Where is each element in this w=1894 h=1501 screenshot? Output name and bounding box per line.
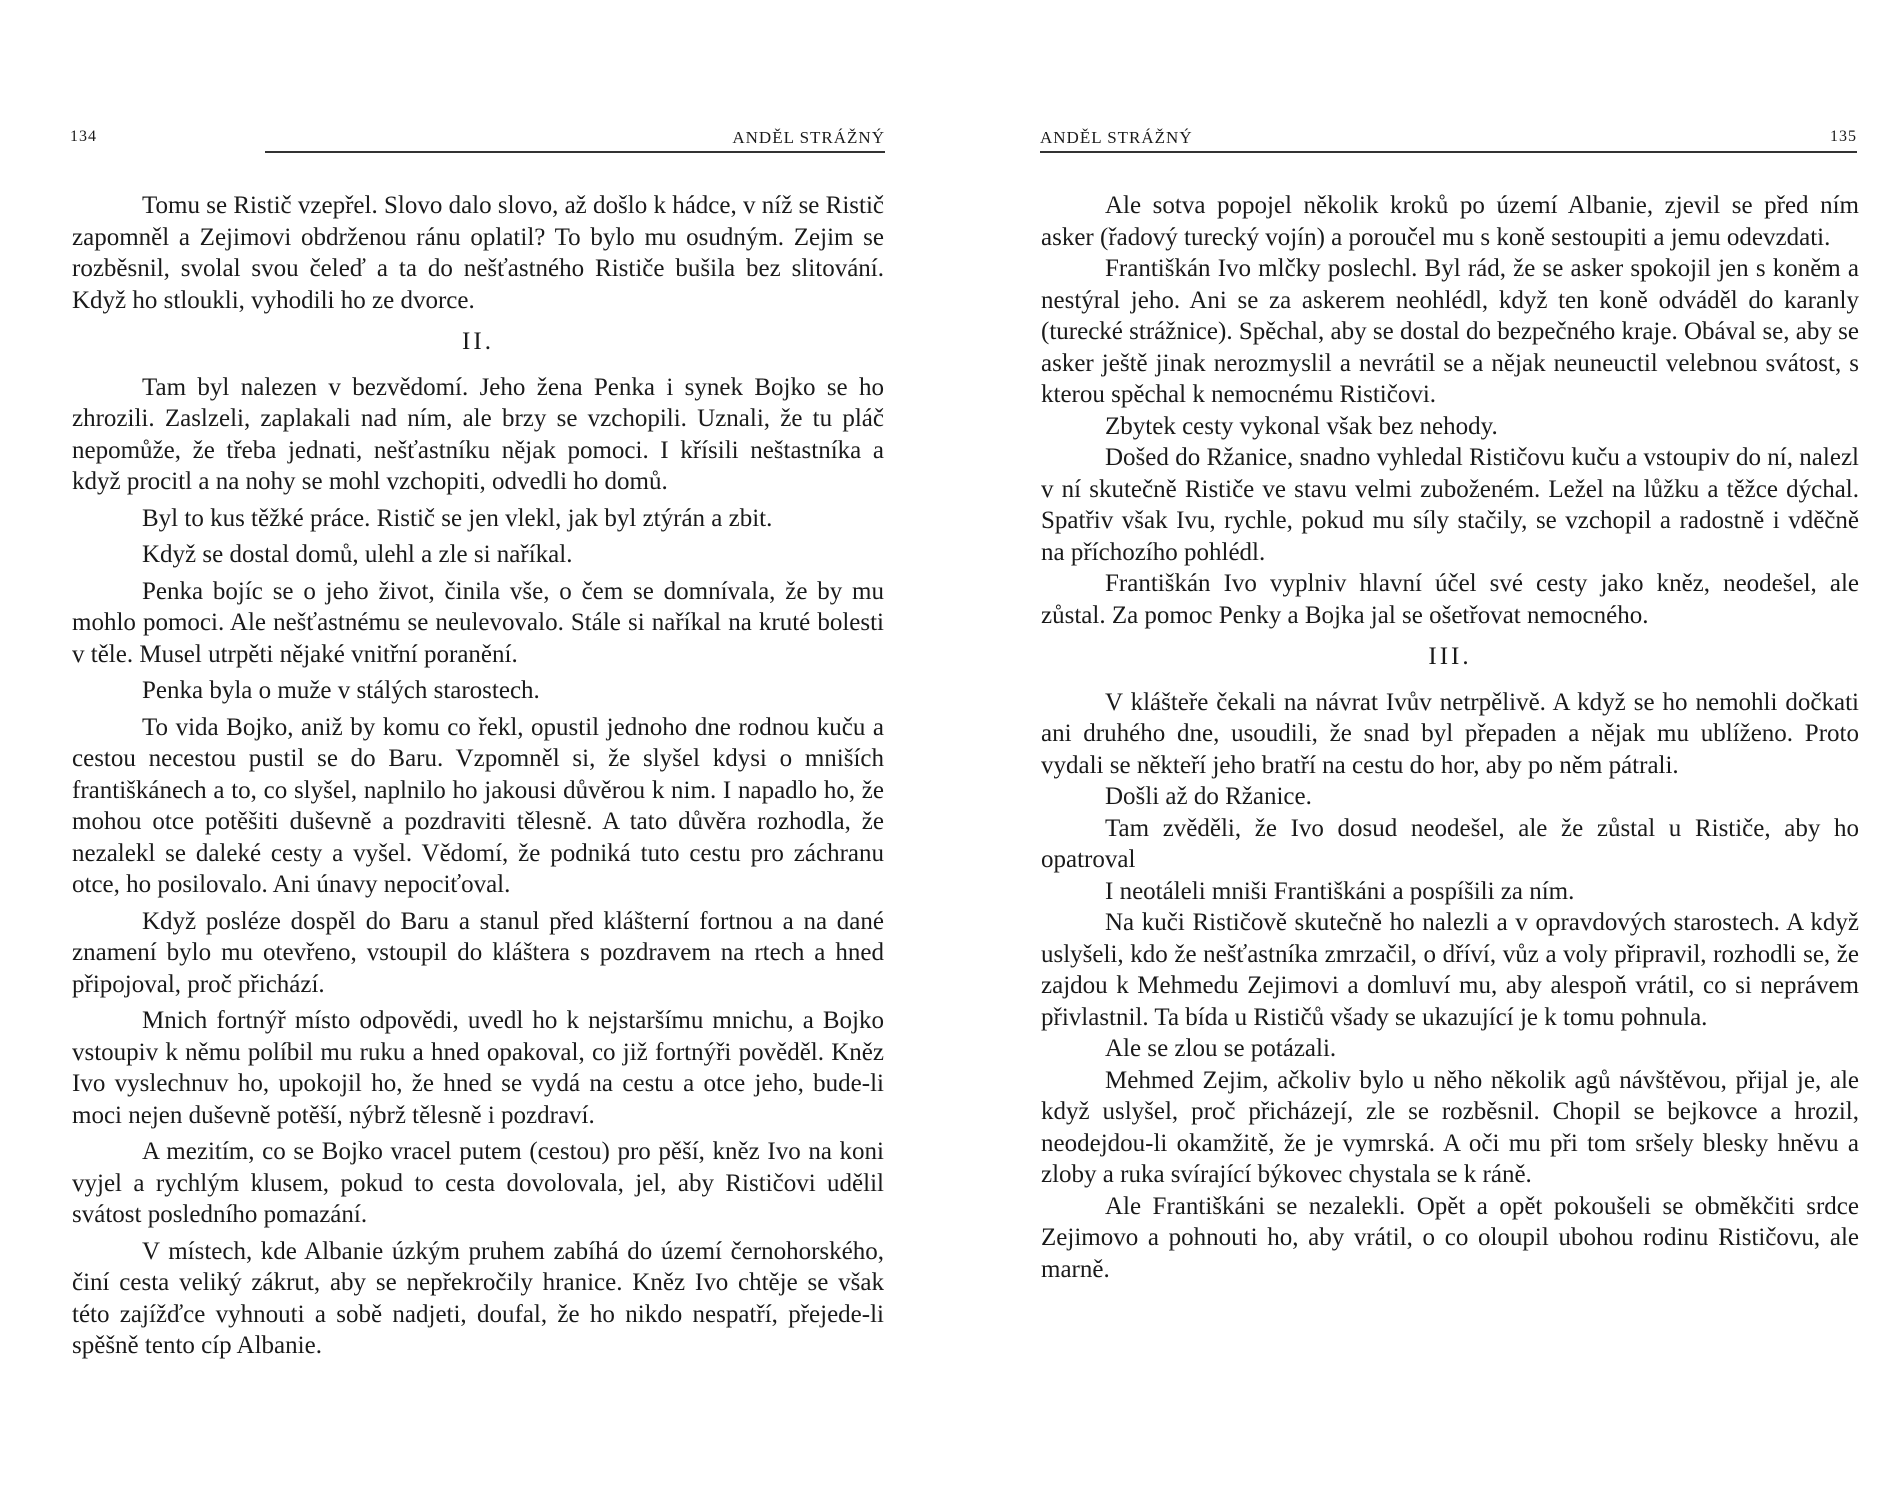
header-rule: [265, 151, 885, 153]
paragraph: Františkán Ivo mlčky poslechl. Byl rád, že se asker spokojil jen s koněm a nestýral jeho. Ani se za askerem neohlédl, když ten koně odváděl do karanly (turecké strážnice). Spěchal, aby se dostal do bezpečného kraje. Obával se, aby se asker ještě jinak nerozmyslil a nevrátil se a nějak neuneuctil velebnou svátost, s kterou spěchal k nemocnému Rističovi.: [1041, 255, 1859, 408]
right-page: [947, 0, 1894, 1501]
header-rule: [1040, 151, 1857, 153]
section-heading: II.: [462, 328, 494, 355]
page-number: 134: [70, 128, 97, 145]
paragraph: Tam byl nalezen v bezvědomí. Jeho žena Penka i synek Bojko se ho zhrozili. Zaslzeli, zaplakali nad ním, ale brzy se vzchopili. Uznali, že tu pláč nepomůže, že třeba jednati, nešťastníku nějak pomoci. I křísili neštastníka a když procitl a na nohy se mohl vzchopiti, odvedli ho domů.: [72, 373, 884, 495]
paragraph: Došed do Ržanice, snadno vyhledal Rističovu kuču a vstoupiv do ní, nalezl v ní skutečně Rističe ve stavu velmi zuboženém. Ležel na lůžku a těžce dýchal. Spatřiv však Ivu, rychle, pokud mu síly stačily, se vzchopil a radostně i vděčně na příchozího pohlédl.: [1041, 444, 1859, 566]
left-page-body: [72, 190, 884, 1367]
paragraph: Ale sotva popojel několik kroků po území Albanie, zjevil se před ním asker (řadový turecký vojín) a poroučel mu s koně sestoupiti a jemu odevzdati.: [1041, 192, 1859, 251]
paragraph: Mnich fortnýř místo odpovědi, uvedl ho k nejstaršímu mnichu, a Bojko vstoupiv k němu políbil mu ruku a hned opakoval, co již fortnýři pověděl. Kněz Ivo vyslechnuv ho, upokojil ho, že hned se vydá na cestu a otce jeho, bude-li moci nejen duševně potěší, nýbrž tělesně i pozdraví.: [72, 1007, 884, 1129]
paragraph: Došli až do Ržanice.: [1105, 783, 1312, 810]
paragraph: Zbytek cesty vykonal však bez nehody.: [1105, 412, 1498, 440]
paragraph: I neotáleli mniši Františkáni a pospíšili za ním.: [1105, 877, 1575, 905]
page-number: 135: [1830, 128, 1857, 145]
paragraph: Když posléze dospěl do Baru a stanul před klášterní fortnou a na dané znamení bylo mu otevřeno, vstoupil do kláštera s pozdravem na rtech a hned připojoval, proč přichází.: [72, 907, 884, 998]
paragraph: Ale Františkáni se nezalekli. Opět a opět pokoušeli se obměkčiti srdce Zejimovo a pohnouti ho, aby vrátil, o co oloupil ubohou rodinu Rističovu, ale marně.: [1041, 1192, 1859, 1283]
paragraph: Tomu se Ristič vzepřel. Slovo dalo slovo, až došlo k hádce, v níž se Ristič zapomněl a Zejimovi obdrženou ránu oplatil? To bylo mu osudným. Zejim se rozběsnil, svolal svou čeleď a ta do nešťastného Rističe bušila bez slitování. Když ho stloukli, vyhodili ho ze dvorce.: [72, 192, 884, 314]
paragraph: Ale se zlou se potázali.: [1105, 1035, 1337, 1062]
paragraph: A mezitím, co se Bojko vracel putem (cestou) pro pěší, kněz Ivo na koni vyjel a rychlým klusem, pokud to cesta dovolovala, jel, aby Rističovi udělil svátost posledního pomazání.: [72, 1138, 884, 1228]
paragraph: To vida Bojko, aniž by komu co řekl, opustil jednoho dne rodnou kuču a cestou necestou pustil se do Baru. Vzpomněl si, že slyšel kdysi o mniších františkánech a to, co slyšel, naplnilo ho jakousi důvěrou k nim. I napadlo ho, že mohou otce potěšiti duševně a pozdraviti tělesně. A tato důvěra rozhodla, že nezalekl se daleké cesty a vyšel. Vědomí, že podniká tuto cestu pro záchranu otce, ho posilovalo. Ani únavy nepociťoval.: [72, 713, 884, 898]
paragraph: Když se dostal domů, ulehl a zle si naříkal.: [142, 541, 573, 568]
paragraph: Na kuči Rističově skutečně ho nalezli a v opravdových starostech. A když uslyšeli, kdo že nešťastníka zmrzačil, o dříví, vůz a voly připravil, rozhodli se, že zajdou k Mehmedu Zejimovi a domluví mu, aby alespoň vrátil, co si neprávem přivlastnil. Ta bída u Rističů všady se ukazující je k tomu pohnula.: [1041, 909, 1859, 1031]
paragraph: V klášteře čekali na návrat Ivův netrpělivě. A když se ho nemohli dočkati ani druhého dne, usoudili, že snad byl přepaden a nějak mu ublíženo. Proto vydali se někteří jeho bratří na cestu do hor, aby po něm pátrali.: [1041, 688, 1859, 779]
paragraph: Františkán Ivo vyplniv hlavní účel své cesty jako kněz, neodešel, ale zůstal. Za pomoc Penky a Bojka jal se ošetřovat nemocného.: [1041, 570, 1859, 629]
right-page-body: [1041, 190, 1859, 1285]
running-title: ANDĚL STRÁŽNÝ: [1040, 128, 1193, 147]
paragraph: Byl to kus těžké práce. Ristič se jen vlekl, jak byl ztýrán a zbit.: [142, 504, 773, 532]
paragraph: Penka byla o muže v stálých starostech.: [142, 677, 540, 704]
paragraph: V místech, kde Albanie úzkým pruhem zabíhá do území černohorského, činí cesta veliký zákrut, aby se nepřekročily hranice. Kněz Ivo chtěje se však této zajížďce vyhnouti a sobě nadjeti, doufal, že ho nikdo nespatří, přejede-li spěšně tento cíp Albanie.: [72, 1237, 884, 1359]
paragraph: Mehmed Zejim, ačkoliv bylo u něho několik agů návštěvou, přijal je, ale když uslyšel, proč přicházejí, zle se rozběsnil. Chopil se bejkovce a hrozil, neodejdou-li okamžitě, že je vymrská. A oči mu při tom sršely blesky hněvu a zloby a ruka svírající býkovec chystala se k ráně.: [1041, 1066, 1859, 1188]
paragraph: Penka bojíc se o jeho život, činila vše, o čem se domnívala, že by mu mohlo pomoci. Ale nešťastnému se neulevovalo. Stále si naříkal na kruté bolesti v těle. Musel utrpěti nějaké vnitřní poranění.: [72, 577, 884, 668]
paragraph: Tam zvěděli, že Ivo dosud neodešel, ale že zůstal u Rističe, aby ho opatroval: [1041, 814, 1859, 873]
section-heading: III.: [1428, 643, 1472, 670]
running-title: ANDĚL STRÁŽNÝ: [732, 128, 885, 147]
